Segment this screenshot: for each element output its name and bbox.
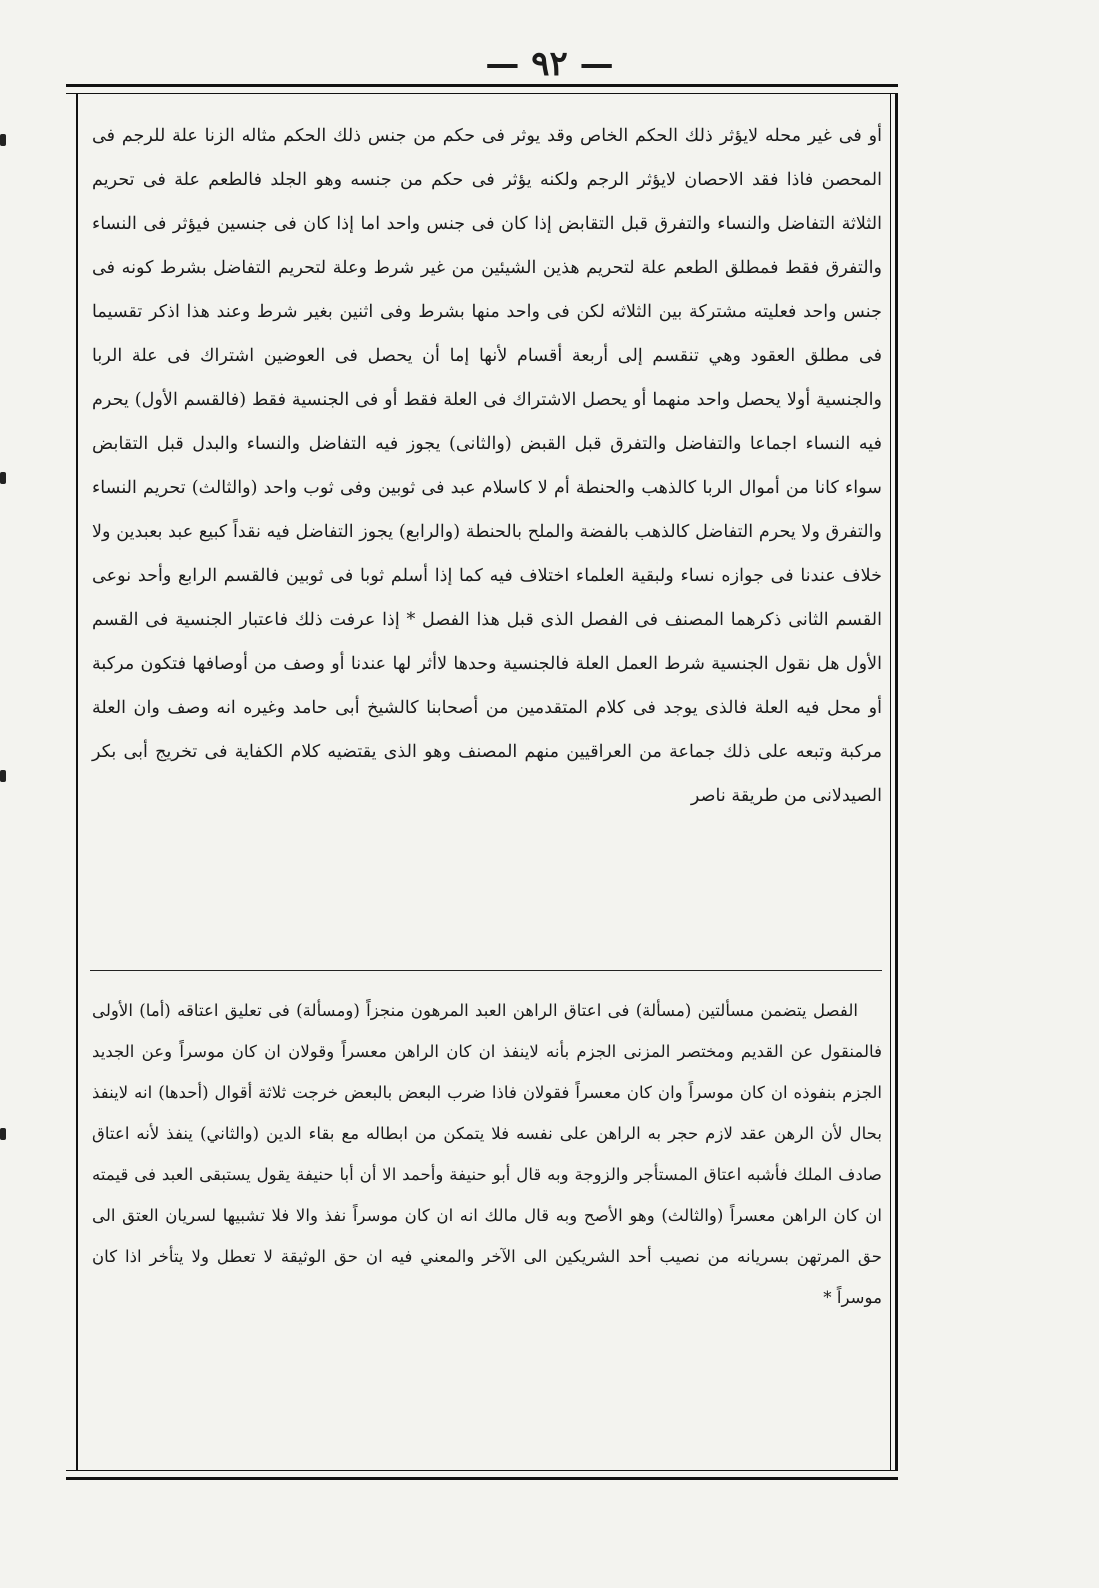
top-double-rule [66,84,898,94]
margin-mark [0,1128,6,1140]
footnote-paragraph: الفصل يتضمن مسألتين (مسألة) فى اعتاق الراهن العبد المرهون منجزاً (ومسألة) فى تعليق اعتاقه (أما) الأولى فالمنقول عن القديم ومختصر المزنى الجزم بأنه لاينفذ ان كان الراهن معسراً وقولان ان كان موسراً وعن الجديد الجزم بنفوذه ان كان موسراً وان كان معسراً فقولان فاذا ضرب البعض بالبعض خرجت ثلاثة أقوال (أحدها) انه لاينفذ بحال لأن الرهن عقد لازم حجر به الراهن على نفسه فلا يتمكن من ابطاله مع بقاء الدين (والثاني) ينفذ لأنه اعتاق صادف الملك فأشبه اعتاق المستأجر والزوجة وبه قال أبو حنيفة وأحمد الا أن أبا حنيفة يقول يستبقى العبد فى قيمته ان كان الراهن معسراً (والثالث) وهو الأصح وبه قال مالك انه ان كان موسراً نفذ والا فلا تشبيها لسريان العتق الى حق المرتهن بسريانه من نصيب أحد الشريكين الى الآخر والمعني فيه ان حق الوثيقة لا تعطل ولا يتأخر اذا كان موسراً * [92,1001,882,1307]
left-border-line [76,94,78,1470]
margin-mark [0,134,6,146]
bottom-double-rule [66,1470,898,1480]
main-paragraph: أو فى غير محله لايؤثر ذلك الحكم الخاص وقد يوثر فى حكم من جنس ذلك الحكم مثاله الزنا علة للرجم فى المحصن فاذا فقد الاحصان لايؤثر الرجم ولكنه يؤثر فى حكم من جنسه وهو الجلد فالطعم علة فى تحريم الثلاثة التفاضل والنساء والتفرق قبل التقابض إذا كان فى جنس واحد اما إذا كان فى جنسين فيؤثر فى النساء والتفرق فقط فمطلق الطعم علة لتحريم هذين الشيئين من غير شرط وعلة لتحريم التفاضل بشرط كونه فى جنس واحد فعليته مشتركة بين الثلاثه لكن فى واحد منها بشرط وفى اثنين بغير شرط وعند هذا اذكر تقسيما فى مطلق العقود وهي تنقسم إلى أربعة أقسام لأنها إما أن يحصل فى العوضين اشتراك فى علة الربا والجنسية أولا يحصل واحد منهما أو يحصل الاشتراك فى العلة فقط أو فى الجنسية فقط (فالقسم الأول) يحرم فيه النساء اجماعا والتفاضل والتفرق قبل القبض (والثانى) يجوز فيه التفاضل والنساء والبدل قبل التقابض سواء كانا من أموال الربا كالذهب والحنطة أم لا كاسلام عبد فى ثوبين وفى ثوب واحد (والثالث) تحريم النساء والتفرق ولا يحرم التفاضل كالذهب بالفضة والملح بالحنطة (والرابع) يجوز التفاضل فيه نقداً كبيع عبد بعبدين ولا خلاف عندنا فى جوازه نساء ولبقية العلماء اختلاف فيه كما إذا أسلم ثوبا فى ثوبين فالقسم الرابع وأحد نوعى القسم الثانى ذكرهما المصنف فى الفصل الذى قبل هذا الفصل * إذا عرفت ذلك فاعتبار الجنسية فى القسم الأول هل نقول الجنسية شرط العمل العلة فالجنسية وحدها لاأثر لها عندنا أو وصف من أوصافها فتكون مركبة أو محل فيه العلة فالذى يوجد فى كلام المتقدمين من أصحابنا كالشيخ أبى حامد وغيره انه وصف وان العلة مركبة وتبعه على ذلك جماعة من العراقيين منهم المصنف وهو الذى يقتضيه كلام الكفاية فى تخريج أبى بكر الصيدلانى من طريقة ناصر [92,126,882,806]
right-border-line [890,94,898,1470]
page-frame [66,84,898,1480]
footnote-commentary [92,990,882,1318]
main-body-text [92,114,882,818]
margin-mark [0,770,6,782]
footnote-separator [90,970,882,971]
margin-mark [0,472,6,484]
page-number: — ٩٢ — [485,44,614,84]
